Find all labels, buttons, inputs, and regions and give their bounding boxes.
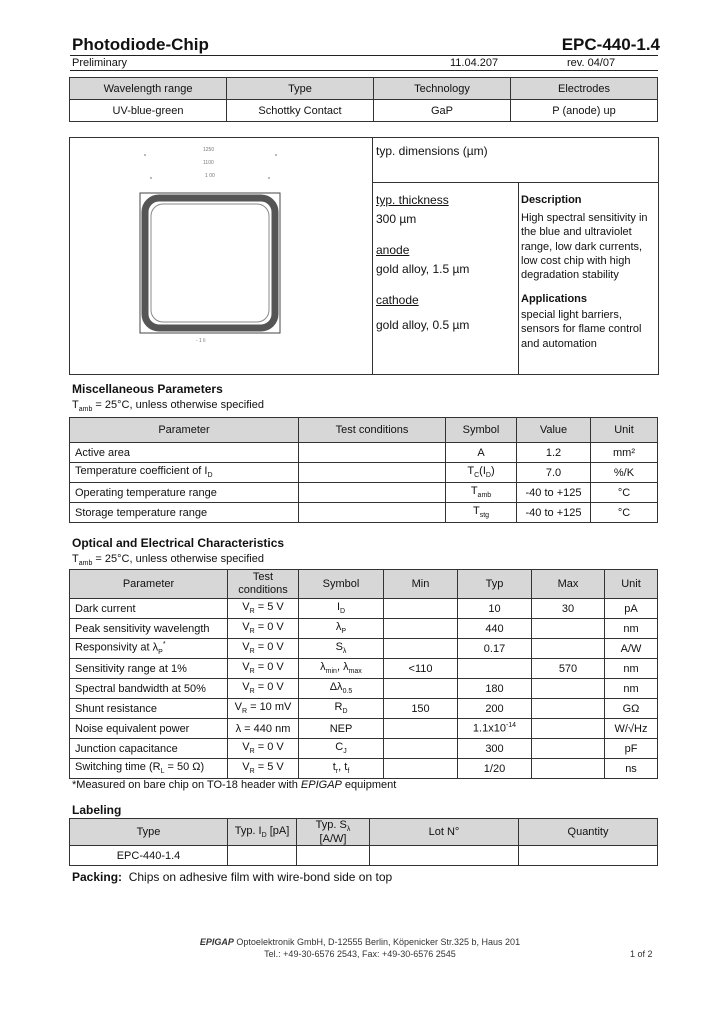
misc-header: Parameter <box>70 418 299 443</box>
table-row <box>70 846 658 866</box>
test-tail: = 0 V <box>254 641 284 654</box>
min-cell <box>384 639 458 659</box>
test-sub: R <box>249 748 255 756</box>
max-cell <box>532 679 605 699</box>
symbol-sub2: max <box>348 668 362 676</box>
unit-cell: °C <box>591 483 658 503</box>
symbol-text: R <box>334 701 343 714</box>
status-label: Preliminary <box>72 57 128 69</box>
unit-cell: °C <box>591 503 658 523</box>
table-row <box>70 443 658 463</box>
test-cell <box>228 759 299 779</box>
thickness-label: typ. thickness <box>376 193 449 207</box>
misc-conditions <box>72 399 264 413</box>
min-cell: 150 <box>384 699 458 719</box>
overview-value: Schottky Contact <box>227 100 374 122</box>
labeling-header-row <box>70 819 658 846</box>
optical-conditions <box>72 553 264 567</box>
optical-header: Min <box>384 570 458 599</box>
labeling-cell: EPC-440-1.4 <box>70 846 228 866</box>
symbol-tail: , λ <box>336 661 349 674</box>
table-row <box>70 759 658 779</box>
anode-label: anode <box>376 243 410 257</box>
test-sub: R <box>249 628 255 636</box>
param-sup: * <box>162 641 166 649</box>
test-cell <box>228 699 299 719</box>
labeling-header <box>228 819 297 846</box>
test-sub: R <box>249 648 255 656</box>
header-tail: [A/W] <box>319 833 347 846</box>
footer-address <box>0 937 720 947</box>
chip-dim-1100: 1100 <box>203 160 214 166</box>
footnote-brand: EPIGAP <box>300 779 342 791</box>
labeling-header: Quantity <box>519 819 658 846</box>
cond-text: = 25°C, unless otherwise specified <box>92 553 264 565</box>
measurement-footnote <box>72 779 396 791</box>
param-cell: Junction capacitance <box>70 739 228 759</box>
unit-cell: mm² <box>591 443 658 463</box>
chip-active-area <box>151 204 269 322</box>
footer-address-text: Optoelektronik GmbH, D-12555 Berlin, Köpenicker Str.325 b, Haus 201 <box>233 937 521 947</box>
misc-header: Value <box>517 418 591 443</box>
labeling-section-title: Labeling <box>72 803 122 817</box>
test-text: V <box>234 701 242 714</box>
chip-dim-100: 1 00 <box>205 173 215 179</box>
unit-cell: nm <box>605 679 658 699</box>
labeling-cell <box>519 846 658 866</box>
param-cell: Spectral bandwidth at 50% <box>70 679 228 699</box>
symbol-text: T <box>472 505 480 518</box>
table-row <box>70 739 658 759</box>
test-tail: = 0 V <box>254 661 284 674</box>
min-cell <box>384 679 458 699</box>
test-cell <box>228 599 299 619</box>
value-cell: -40 to +125 <box>517 483 591 503</box>
min-cell <box>384 719 458 739</box>
param-text: Temperature coefficient of I <box>75 465 208 478</box>
param-tail: = 50 Ω) <box>164 761 205 774</box>
symbol-sub: P <box>341 628 347 636</box>
symbol-sub: amb <box>477 492 492 500</box>
labeling-cell <box>228 846 297 866</box>
param-cell <box>70 463 299 483</box>
table-row <box>70 699 658 719</box>
min-cell <box>384 759 458 779</box>
applications-text: special light barriers, sensors for flame control and automation <box>521 309 642 350</box>
param-cell: Sensitivity range at 1% <box>70 659 228 679</box>
test-tail: = 0 V <box>254 741 284 754</box>
symbol-text: I <box>336 601 340 614</box>
optical-section-title: Optical and Electrical Characteristics <box>72 536 285 550</box>
typ-cell: 300 <box>458 739 532 759</box>
param-cell <box>70 639 228 659</box>
optical-header: Symbol <box>299 570 384 599</box>
applications-title: Applications <box>521 293 588 305</box>
table-row <box>70 659 658 679</box>
unit-cell: pF <box>605 739 658 759</box>
cond-symbol: T <box>72 399 79 411</box>
divider <box>372 182 658 183</box>
chip-outline-svg <box>120 140 340 365</box>
max-cell: 30 <box>532 599 605 619</box>
labeling-cell <box>370 846 519 866</box>
symbol-cell <box>446 483 517 503</box>
param-cell: Peak sensitivity wavelength <box>70 619 228 639</box>
symbol-text: Δλ <box>329 681 343 694</box>
test-text: V <box>242 621 250 634</box>
test-sub: R <box>249 688 255 696</box>
misc-header: Test conditions <box>299 418 446 443</box>
overview-header: Type <box>227 78 374 100</box>
doc-revision: rev. 04/07 <box>567 57 616 69</box>
unit-cell: %/K <box>591 463 658 483</box>
table-row <box>70 483 658 503</box>
unit-cell: W/√Hz <box>605 719 658 739</box>
test-cell <box>299 503 446 523</box>
dimensions-label: typ. dimensions (µm) <box>376 144 488 158</box>
divider <box>372 137 373 374</box>
typ-cell: 1/20 <box>458 759 532 779</box>
anode-value: gold alloy, 1.5 µm <box>376 262 470 276</box>
test-tail: = 0 V <box>254 621 284 634</box>
footer-contact: Tel.: +49-30-6576 2543, Fax: +49-30-6576 2545 <box>264 949 456 959</box>
param-cell: Operating temperature range <box>70 483 299 503</box>
unit-cell: pA <box>605 599 658 619</box>
test-tail: = 5 V <box>254 761 284 774</box>
max-cell <box>532 719 605 739</box>
labeling-header: Lot N° <box>370 819 519 846</box>
overview-value: P (anode) up <box>511 100 658 122</box>
param-sub: L <box>160 768 165 776</box>
symbol-cell <box>299 739 384 759</box>
table-row <box>70 719 658 739</box>
symbol-text: λ <box>320 661 326 674</box>
value-cell: 7.0 <box>517 463 591 483</box>
cond-subscript: amb <box>78 560 93 568</box>
test-sub: R <box>249 768 255 776</box>
symbol-text: S <box>335 641 343 654</box>
optical-header: Typ <box>458 570 532 599</box>
symbol-sub: λ <box>342 648 347 656</box>
max-cell <box>532 739 605 759</box>
symbol-cell <box>446 503 517 523</box>
table-row <box>70 679 658 699</box>
symbol-text: C <box>335 741 344 754</box>
cathode-label: cathode <box>376 293 419 307</box>
header-tail: [pA] <box>266 825 290 837</box>
misc-header: Symbol <box>446 418 517 443</box>
overview-header-row <box>70 78 658 100</box>
symbol-cell: A <box>446 443 517 463</box>
value-cell: 1.2 <box>517 443 591 463</box>
symbol-sub: D <box>340 608 346 616</box>
max-cell <box>532 699 605 719</box>
test-text: V <box>242 741 250 754</box>
symbol-cell <box>299 759 384 779</box>
test-cell: λ = 440 nm <box>228 719 299 739</box>
doc-date: 11.04.207 <box>450 57 499 69</box>
table-row <box>70 639 658 659</box>
symbol-sub: J <box>343 748 347 756</box>
typ-cell: 440 <box>458 619 532 639</box>
misc-section-title: Miscellaneous Parameters <box>72 382 223 396</box>
optical-header: Unit <box>605 570 658 599</box>
description-title: Description <box>521 194 582 206</box>
page-number: 1 of 2 <box>630 949 653 959</box>
table-row <box>70 599 658 619</box>
param-text: Switching time (R <box>75 761 161 774</box>
symbol-cell: NEP <box>299 719 384 739</box>
symbol-sub: r <box>335 768 339 776</box>
symbol-text: T <box>470 485 478 498</box>
test-cell <box>299 443 446 463</box>
typ-text: 1.1x10 <box>472 722 506 735</box>
header-rule-2 <box>70 70 658 71</box>
min-cell: <110 <box>384 659 458 679</box>
value-cell: -40 to +125 <box>517 503 591 523</box>
cond-text: = 25°C, unless otherwise specified <box>92 399 264 411</box>
symbol-cell <box>299 659 384 679</box>
test-sub: R <box>241 708 248 716</box>
test-text: V <box>242 661 250 674</box>
test-tail: = 5 V <box>254 601 284 614</box>
misc-table <box>69 417 658 523</box>
thickness-value: 300 µm <box>376 212 417 226</box>
symbol-cell <box>299 619 384 639</box>
max-cell <box>532 759 605 779</box>
symbol-sub: 0.5 <box>342 688 353 696</box>
typ-cell <box>458 659 532 679</box>
optical-header: Test conditions <box>228 570 299 599</box>
packing-text: Chips on adhesive film with wire-bond side on top <box>128 870 393 884</box>
test-cell <box>228 739 299 759</box>
test-sub: R <box>249 608 255 616</box>
test-cell <box>299 483 446 503</box>
symbol-sub2: f <box>347 768 350 776</box>
typ-cell: 180 <box>458 679 532 699</box>
overview-value: GaP <box>374 100 511 122</box>
param-sub: D <box>207 472 213 480</box>
optical-header-row <box>70 570 658 599</box>
test-cell <box>228 679 299 699</box>
test-cell <box>228 619 299 639</box>
table-row <box>70 463 658 483</box>
part-number: EPC-440-1.4 <box>561 35 660 54</box>
min-cell <box>384 619 458 639</box>
test-text: V <box>242 761 250 774</box>
typ-cell: 10 <box>458 599 532 619</box>
footer-brand: EPIGAP <box>199 937 234 947</box>
footnote-tail: equipment <box>341 779 397 791</box>
header-sub: λ <box>346 826 351 834</box>
symbol-cell <box>299 699 384 719</box>
chip-dim-bottom: - 1 li <box>196 338 206 344</box>
overview-value: UV-blue-green <box>70 100 227 122</box>
param-cell: Dark current <box>70 599 228 619</box>
unit-cell: nm <box>605 659 658 679</box>
test-text: V <box>242 601 250 614</box>
overview-header: Wavelength range <box>70 78 227 100</box>
param-cell: Active area <box>70 443 299 463</box>
symbol-sub: min <box>325 668 337 676</box>
unit-cell: A/W <box>605 639 658 659</box>
test-tail: = 0 V <box>254 681 284 694</box>
typ-cell: 0.17 <box>458 639 532 659</box>
cond-subscript: amb <box>78 406 93 414</box>
packing-label: Packing: <box>72 870 123 884</box>
test-cell <box>228 639 299 659</box>
footnote-text: *Measured on bare chip on TO-18 header with <box>72 779 301 791</box>
divider <box>518 182 519 374</box>
chip-dim-1250: 1250 <box>203 147 215 153</box>
symbol-cell <box>299 599 384 619</box>
typ-sup: -14 <box>505 722 517 730</box>
overview-table <box>69 77 658 122</box>
unit-cell: GΩ <box>605 699 658 719</box>
symbol-text: t <box>332 761 336 774</box>
symbol-cell <box>299 679 384 699</box>
max-cell: 570 <box>532 659 605 679</box>
overview-header: Technology <box>374 78 511 100</box>
test-text: V <box>242 641 250 654</box>
header-text: Typ. S <box>315 819 347 831</box>
labeling-cell <box>297 846 370 866</box>
typ-cell <box>458 719 532 739</box>
table-row <box>70 503 658 523</box>
symbol-sub: C <box>474 472 480 480</box>
test-cell <box>299 463 446 483</box>
symbol-sub2: D <box>485 472 491 480</box>
header-rule <box>70 55 658 56</box>
misc-header: Unit <box>591 418 658 443</box>
param-cell <box>70 759 228 779</box>
symbol-tail: , t <box>338 761 348 774</box>
symbol-cell <box>299 639 384 659</box>
cond-symbol: T <box>72 553 79 565</box>
symbol-sub: D <box>342 708 348 716</box>
optical-header: Parameter <box>70 570 228 599</box>
labeling-header: Type <box>70 819 228 846</box>
symbol-tail: (I <box>479 465 486 478</box>
min-cell <box>384 739 458 759</box>
param-cell: Shunt resistance <box>70 699 228 719</box>
unit-cell: ns <box>605 759 658 779</box>
param-cell: Noise equivalent power <box>70 719 228 739</box>
test-text: V <box>242 681 250 694</box>
symbol-sub: stg <box>479 512 490 520</box>
header-text: Typ. I <box>234 825 262 837</box>
test-cell <box>228 659 299 679</box>
symbol-cell <box>446 463 517 483</box>
param-text: Responsivity at λ <box>75 641 159 654</box>
doc-title: Photodiode-Chip <box>72 35 209 54</box>
labeling-table <box>69 818 658 866</box>
optical-header: Max <box>532 570 605 599</box>
max-cell <box>532 639 605 659</box>
overview-header: Electrodes <box>511 78 658 100</box>
symbol-end: ) <box>490 465 495 478</box>
typ-cell: 200 <box>458 699 532 719</box>
symbol-text: λ <box>335 621 342 634</box>
misc-header-row <box>70 418 658 443</box>
labeling-header <box>297 819 370 846</box>
header-sub: D <box>261 832 267 840</box>
test-tail: = 10 mV <box>247 701 292 714</box>
param-cell: Storage temperature range <box>70 503 299 523</box>
description-text: High spectral sensitivity in the blue and ultraviolet range, low dark currents, low cost chip with high degradation stability <box>521 212 648 282</box>
test-sub: R <box>249 668 255 676</box>
unit-cell: nm <box>605 619 658 639</box>
packing-line <box>72 870 392 884</box>
cathode-value: gold alloy, 0.5 µm <box>376 318 470 332</box>
max-cell <box>532 619 605 639</box>
optical-table <box>69 569 658 779</box>
overview-value-row <box>70 100 658 122</box>
chip-drawing <box>120 140 340 365</box>
table-row <box>70 619 658 639</box>
param-sub: P <box>158 648 163 656</box>
min-cell <box>384 599 458 619</box>
symbol-text: T <box>467 465 475 478</box>
